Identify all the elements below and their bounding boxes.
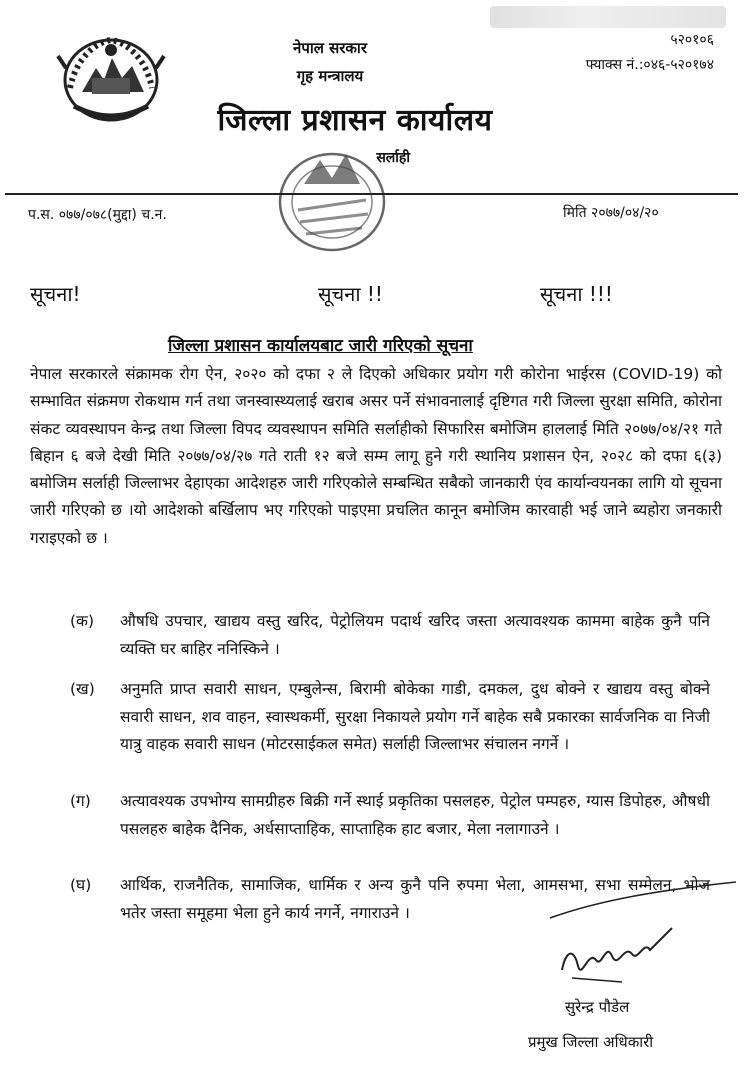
signature-icon <box>552 920 692 990</box>
scan-smudge <box>490 6 726 28</box>
notice-label-1: सूचना! <box>30 282 81 306</box>
notice-label-2: सूचना !! <box>318 282 383 306</box>
phone-number: ५२०१०६ <box>670 32 714 48</box>
signature-stroke-icon <box>540 880 740 920</box>
ministry-name: गृह मन्त्रालय <box>296 67 364 85</box>
signatory-name: सुरेन्द्र पौडेल <box>565 998 630 1016</box>
notice-label-3: सूचना !!! <box>540 282 613 306</box>
notice-heading: जिल्ला प्रशासन कार्यालयबाट जारी गरिएको सूचना <box>168 336 473 356</box>
order-item-text: आर्थिक, राजनैतिक, सामाजिक, धार्मिक र अन्य कुनै पनि रुपमा भेला, आमसभा, सभा सम्मेलन, भोज भतेर जस्ता समूहमा भेला हुने कार्य नगर्ने, नगाराउने । <box>120 876 710 922</box>
office-title: जिल्ला प्रशासन कार्यालय <box>217 103 493 138</box>
fax-number: फ्याक्स नं.:०४६-५२०१७४ <box>585 57 714 73</box>
order-item-text: अनुमति प्राप्त सवारी साधन, एम्बुलेन्स, बिरामी बोकेका गाडी, दमकल, दुध बोक्ने र खाद्यय वस्तु बोक्ने सवारी साधन, शव वाहन, स्वास्थकर्मी, सुरक्षा निकायले प्रयोग गर्ने बाहेक सबै प्रकारका सार्वजनिक वा निजी यात्रु वाहक सवारी साधन (मोटरसाईकल समेत) सर्लाही जिल्लाभर संचालन नगर्ने । <box>120 680 710 753</box>
notice-body: नेपाल सरकारले संक्रामक रोग ऐन, २०२० को दफा २ ले दिएको अधिकार प्रयोग गरी कोरोना भाईरस (COVID-19) को सम्भावित संक्रमण रोकथाम गर्न तथा जनस्वास्थ्यलाई खराब असर पर्ने संभावनालाई दृष्टिगत गरी जिल्ला सुरक्षा समिति, कोरोना संकट व्यवस्थापन केन्द्र तथा जिल्ला विपद व्यवस्थापन समिति सर्लाहीको सिफारिस बमोजिम हाललाई मिति २०७७/०४/२१ गते बिहान ६ बजे देखी मिति २०७७/०४/२७ गते राती १२ बजे सम्म लागू हुने गरी स्थानिय प्रशासन ऐन, २०२८ को दफा ६(३) बमोजिम सर्लाही जिल्लाभर देहाएका आदेशहरु जारी गरिएकोले सम्बन्धित सबैको जानकारी एंव कार्यान्वयनका लागि यो सूचना जारी गरिएको छ ।यो आदेशको बर्खिलाप भए गरिएको पाइएमा प्रचलित कानून बमोजिम कारवाही भई जाने ब्यहोरा जनकारी गराइएको छ । <box>30 365 722 547</box>
order-item-text: औषधि उपचार, खाद्यय वस्तु खरिद, पेट्रोलियम पदार्थ खरिद जस्ता अत्यावश्यक काममा बाहेक कुनै पनि व्यक्ति घर बाहिर ननिस्किने । <box>120 612 710 658</box>
order-item-marker: (ग) <box>70 792 91 810</box>
order-item-marker: (क) <box>70 612 94 630</box>
notice-date: मिति २०७७/०४/२० <box>563 205 659 221</box>
signatory-title: प्रमुख जिल्ला अधिकारी <box>528 1033 654 1051</box>
nepal-emblem-icon <box>52 28 170 128</box>
header-divider <box>5 193 738 195</box>
order-item-text: अत्यावश्यक उपभोग्य सामग्रीहरु बिक्री गर्ने स्थाई प्रकृतिका पसलहरु, पेट्रोल पम्पहरु, ग्यास डिपोहरु, औषधी पसलहरु बाहेक दैनिक, अर्धसाप्ताहिक, साप्ताहिक हाट बजार, मेला नलागाउने । <box>120 792 710 838</box>
reference-number: प.स. ०७७/०७८(मुद्दा) च.न. <box>28 207 167 223</box>
order-item-marker: (ख) <box>70 680 95 698</box>
order-item-marker: (घ) <box>70 876 92 894</box>
government-name: नेपाल सरकार <box>293 39 367 57</box>
office-stamp-icon <box>270 140 394 260</box>
district-name: सर्लाही <box>376 150 410 166</box>
